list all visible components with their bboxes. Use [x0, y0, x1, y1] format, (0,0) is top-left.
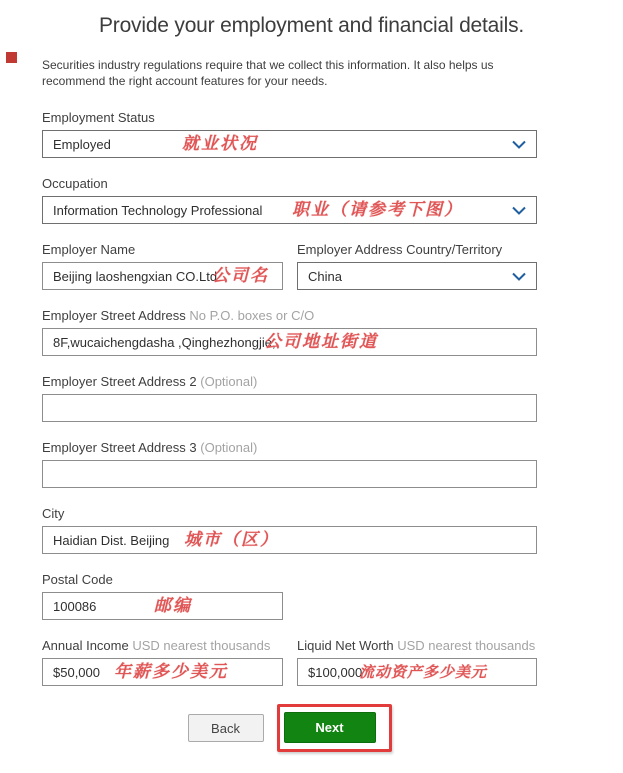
occupation-label: Occupation — [42, 176, 108, 191]
annotation-postal-code: 邮编 — [154, 596, 192, 616]
annotation-liquid-net-worth: 流动资产多少美元 — [359, 663, 488, 681]
annual-income-hint: USD nearest thousands — [132, 638, 271, 653]
street-address-3-input[interactable] — [42, 460, 537, 488]
employment-details-form — [42, 110, 537, 752]
annual-income-label: Annual Income — [42, 638, 129, 653]
city-input[interactable] — [42, 526, 537, 554]
next-button[interactable]: Next — [284, 712, 376, 743]
page-subtitle: Securities industry regulations require that we collect this information. It also helps us recommend the right account features for your needs. — [42, 58, 494, 88]
employer-country-value: China — [308, 268, 342, 284]
street-address-hint: No P.O. boxes or C/O — [189, 308, 315, 323]
postal-code-input[interactable] — [42, 592, 283, 620]
annotation-city: 城市（区） — [184, 530, 279, 550]
street-address-label: Employer Street Address — [42, 308, 186, 323]
income-row — [42, 638, 537, 686]
street-address-3-hint: (Optional) — [200, 440, 258, 455]
liquid-net-worth-hint: USD nearest thousands — [397, 638, 536, 653]
employment-status-select[interactable] — [42, 130, 537, 158]
employer-row — [42, 242, 537, 290]
employer-name-label: Employer Name — [42, 242, 136, 257]
street-address-2-input[interactable] — [42, 394, 537, 422]
chevron-down-icon — [512, 137, 526, 152]
street-address-2-hint: (Optional) — [200, 374, 258, 389]
annotation-annual-income: 年薪多少美元 — [114, 662, 228, 682]
annotation-employment-status: 就业状况 — [182, 134, 258, 154]
city-label: City — [42, 506, 65, 521]
annual-income-input[interactable] — [42, 658, 283, 686]
back-button[interactable]: Back — [188, 714, 264, 742]
street-address-2-label: Employer Street Address 2 — [42, 374, 197, 389]
street-address-3-label: Employer Street Address 3 — [42, 440, 197, 455]
postal-code-group — [42, 572, 537, 620]
employment-status-label: Employment Status — [42, 110, 155, 125]
employer-country-label: Employer Address Country/Territory — [297, 242, 503, 257]
occupation-value: Information Technology Professional — [53, 202, 263, 218]
street-address-group — [42, 308, 537, 356]
liquid-net-worth-label: Liquid Net Worth — [297, 638, 394, 653]
annotation-occupation: 职业（请参考下图） — [292, 200, 463, 220]
street-address-3-group — [42, 440, 537, 488]
employment-status-group — [42, 110, 537, 158]
employer-name-input[interactable] — [42, 262, 283, 290]
chevron-down-icon — [512, 203, 526, 218]
liquid-net-worth-input[interactable] — [297, 658, 537, 686]
next-highlight-box — [277, 704, 392, 752]
chevron-down-icon — [512, 269, 526, 284]
form-actions — [42, 704, 537, 752]
city-group — [42, 506, 537, 554]
annotation-employer-name: 公司名 — [212, 266, 269, 286]
occupation-select[interactable] — [42, 196, 537, 224]
annotation-street-address: 公司地址街道 — [264, 332, 378, 352]
postal-code-label: Postal Code — [42, 572, 113, 587]
employment-status-value: Employed — [53, 136, 111, 152]
occupation-group — [42, 176, 537, 224]
red-square-marker — [6, 52, 17, 63]
employer-country-select[interactable] — [297, 262, 537, 290]
street-address-2-group — [42, 374, 537, 422]
page-title: Provide your employment and financial details. — [98, 14, 525, 37]
street-address-input[interactable] — [42, 328, 537, 356]
